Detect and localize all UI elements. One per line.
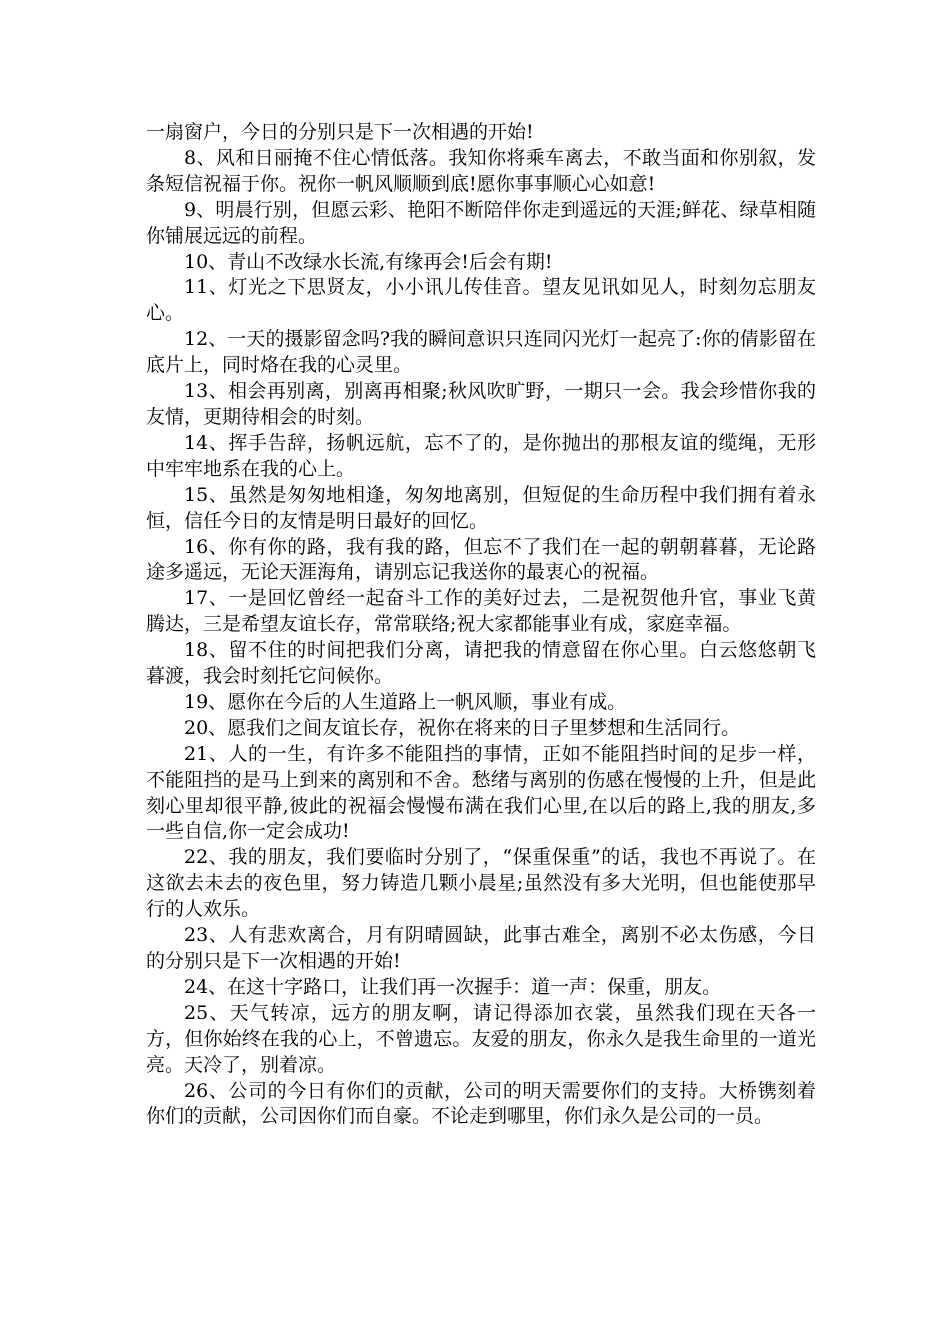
document-page: [146, 120, 816, 1130]
paragraph-9: 9、明晨行别，但愿云彩、艳阳不断陪伴你走到遥远的天涯;鲜花、绿草相随你铺展远远的前程。: [146, 198, 816, 247]
paragraph-22: 22、我的朋友，我们要临时分别了，“保重保重”的话，我也不再说了。在这欲去未去的夜色里，努力铸造几颗小晨星;虽然没有多大光明，但也能使那早行的人欢乐。: [146, 846, 816, 921]
paragraph-25: 25、天气转凉，远方的朋友啊，请记得添加衣裳，虽然我们现在天各一方，但你始终在我的心上，不曾遗忘。友爱的朋友，你永久是我生命里的一道光亮。天冷了，别着凉。: [146, 1001, 816, 1076]
paragraph-13: 13、相会再别离，别离再相聚;秋风吹旷野，一期只一会。我会珍惜你我的友情，更期待相会的时刻。: [146, 380, 816, 428]
paragraph-18: 18、留不住的时间把我们分离，请把我的情意留在你心里。白云悠悠朝飞暮渡，我会时刻托它问候你。: [146, 639, 816, 688]
paragraph-8: 8、风和日丽掩不住心情低落。我知你将乘车离去，不敢当面和你别叙，发条短信祝福于你。祝你一帆风顺顺到底!愿你事事顺心心如意!: [146, 146, 816, 195]
paragraph-11: 11、灯光之下思贤友，小小讯儿传佳音。望友见讯如见人，时刻勿忘朋友心。: [146, 276, 816, 325]
paragraph-19: 19、愿你在今后的人生道路上一帆风顺，事业有成。: [184, 690, 627, 713]
paragraph-15: 15、虽然是匆匆地相逢，匆匆地离别，但短促的生命历程中我们拥有着永恒，信任今日的友情是明日最好的回忆。: [146, 483, 816, 532]
paragraph-16: 16、你有你的路，我有我的路，但忘不了我们在一起的朝朝暮暮，无论路途多遥远，无论天涯海角，请别忘记我送你的最衷心的祝福。: [146, 535, 816, 584]
paragraph-24: 24、在这十字路口，让我们再一次握手：道一声：保重，朋友。: [184, 975, 722, 998]
paragraph-21: 21、人的一生，有许多不能阻挡的事情，正如不能阻挡时间的足步一样，不能阻挡的是马上到来的离别和不舍。愁绪与离别的伤感在慢慢的上升，但是此刻心里却很平静,彼此的祝福会慢慢布满在我们心里,在以后的路上,我的朋友,多一些自信,你一定会成功!: [146, 742, 816, 843]
paragraph-20: 20、愿我们之间友谊长存，祝你在将来的日子里梦想和生活同行。: [184, 716, 741, 739]
paragraph-26: 26、公司的今日有你们的贡献，公司的明天需要你们的支持。大桥镌刻着你们的贡献，公司因你们而自豪。不论走到哪里，你们永久是公司的一员。: [146, 1079, 816, 1128]
paragraph-23: 23、人有悲欢离合，月有阴晴圆缺，此事古难全，离别不必太伤感，今日的分别只是下一次相遇的开始!: [146, 924, 816, 972]
paragraph-continued: 一扇窗户，今日的分别只是下一次相遇的开始!: [146, 121, 534, 143]
paragraph-10: 10、青山不改绿水长流,有缘再会!后会有期!: [184, 250, 553, 273]
paragraph-12: 12、一天的摄影留念吗?我的瞬间意识只连同闪光灯一起亮了:你的倩影留在底片上，同时烙在我的心灵里。: [146, 328, 816, 377]
paragraph-14: 14、挥手告辞，扬帆远航，忘不了的，是你抛出的那根友谊的缆绳，无形中牢牢地系在我的心上。: [146, 431, 816, 480]
paragraph-17: 17、一是回忆曾经一起奋斗工作的美好过去，二是祝贺他升官，事业飞黄腾达，三是希望友谊长存，常常联络;祝大家都能事业有成，家庭幸福。: [146, 587, 816, 636]
